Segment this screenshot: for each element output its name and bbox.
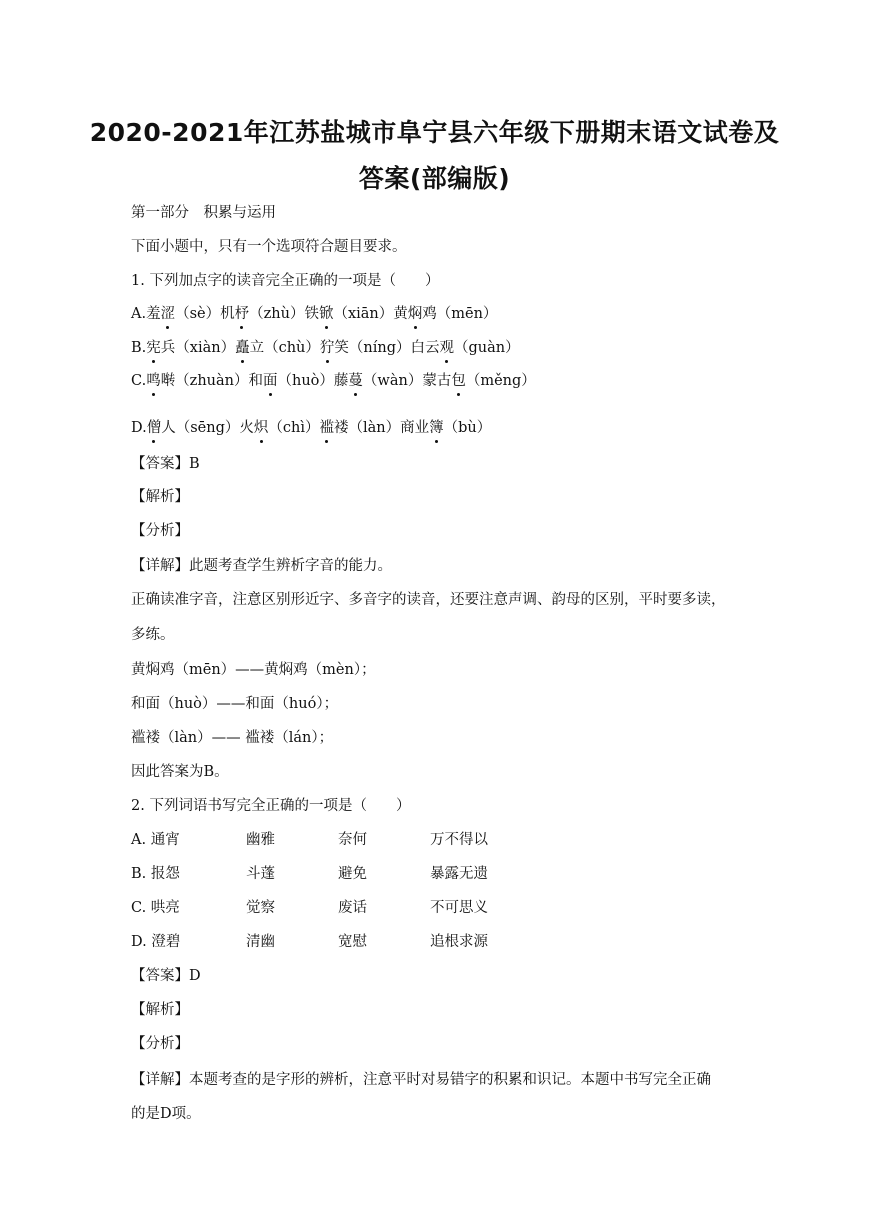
- q1-para1: 正确读准字音，注意区别形近字、多音字的读音，还要注意声调、韵母的区别，平时要多读，: [131, 592, 726, 608]
- q1-option-c: C.鸣啭（zhuàn）和面（huò）藤蔓（wàn）蒙古包（měng）: [131, 373, 536, 389]
- q1-option-a: A.羞涩（sè）机杼（zhù）铁锨（xiān）黄焖鸡（mēn）: [131, 306, 498, 322]
- section-heading: 第一部分 积累与运用: [131, 205, 276, 221]
- doc-title-line1: 2020-2021年江苏盐城市阜宁县六年级下册期末语文试卷及: [89, 118, 780, 147]
- doc-title-line2: 答案(部编版): [358, 164, 511, 193]
- q2-cell: 斗蓬: [246, 866, 275, 882]
- q2-cell: 不可思义: [430, 900, 488, 916]
- q1-para2: 多练。: [131, 627, 175, 643]
- q2-cell: 追根求源: [430, 934, 488, 950]
- q1-correction-2: 和面（huò）——和面（huó）；: [131, 696, 339, 712]
- q2-jiexi: 【解析】: [131, 1002, 189, 1018]
- q1-conclusion: 因此答案为B。: [131, 764, 229, 780]
- q1-stem: 1. 下列加点字的读音完全正确的一项是（ ）: [131, 273, 440, 289]
- q2-detail-cont: 的是D项。: [131, 1106, 201, 1122]
- instruction: 下面小题中，只有一个选项符合题目要求。: [131, 239, 407, 255]
- q2-cell: 暴露无遗: [430, 866, 488, 882]
- q2-stem: 2. 下列词语书写完全正确的一项是（ ）: [131, 798, 411, 814]
- q1-jiexi: 【解析】: [131, 489, 189, 505]
- q2-cell: 避免: [338, 866, 367, 882]
- q2-cell: 万不得以: [430, 832, 488, 848]
- q2-cell: D. 澄碧: [131, 934, 181, 950]
- q2-cell: 废话: [338, 900, 367, 916]
- q1-option-d: D.僧人（sēng）火炽（chì）褴褛（làn）商业簿（bù）: [131, 420, 492, 436]
- q2-cell: B. 报怨: [131, 866, 180, 882]
- q2-fenxi: 【分析】: [131, 1036, 189, 1052]
- q2-cell: C. 哄亮: [131, 900, 180, 916]
- q2-cell: 奈何: [338, 832, 367, 848]
- q2-cell: 觉察: [246, 900, 275, 916]
- q1-answer: 【答案】B: [131, 456, 200, 472]
- q1-detail: 【详解】此题考查学生辨析字音的能力。: [131, 558, 392, 574]
- q2-cell: 宽慰: [338, 934, 367, 950]
- q2-detail: 【详解】本题考查的是字形的辨析，注意平时对易错字的积累和识记。本题中书写完全正确: [131, 1072, 711, 1088]
- q1-correction-1: 黄焖鸡（mēn）——黄焖鸡（mèn）；: [131, 662, 376, 678]
- q2-answer: 【答案】D: [131, 968, 201, 984]
- q1-option-b: B.宪兵（xiàn）矗立（chù）狞笑（níng）白云观（guàn）: [131, 340, 520, 356]
- q1-correction-3: 褴褛（làn）—— 褴褛（lán）；: [131, 730, 334, 746]
- q1-fenxi: 【分析】: [131, 523, 189, 539]
- q2-cell: 清幽: [246, 934, 275, 950]
- q2-cell: A. 通宵: [131, 832, 180, 848]
- q2-cell: 幽雅: [246, 832, 275, 848]
